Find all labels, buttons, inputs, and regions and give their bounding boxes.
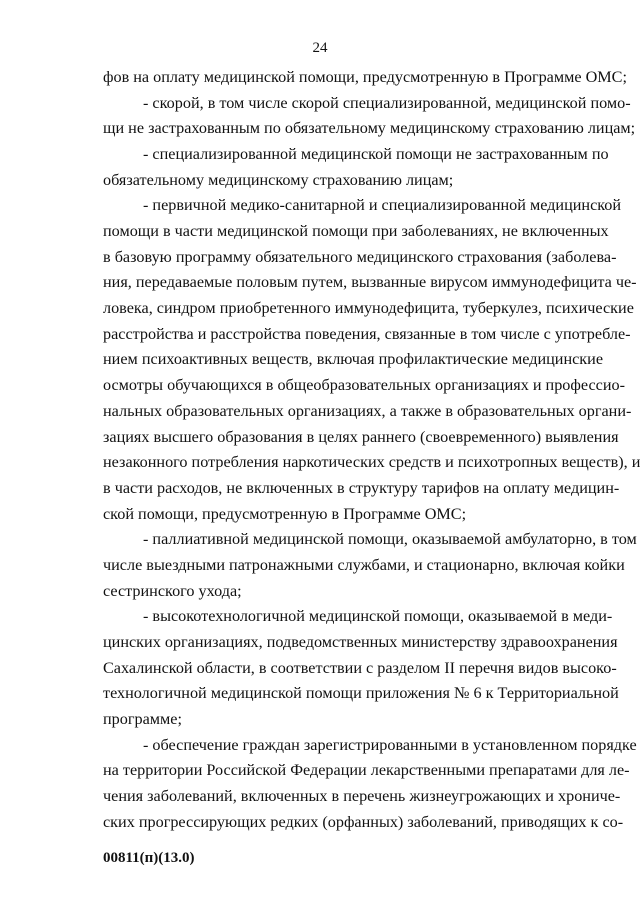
text-line: цинских организациях, подведомственных министерству здравоохранения xyxy=(103,632,618,651)
text-line: ских прогрессирующих редких (орфанных) заболеваний, приводящих к со- xyxy=(103,812,624,831)
text-line: сестринского ухода; xyxy=(103,581,242,600)
text-line: - высокотехнологичной медицинской помощи, оказываемой в меди- xyxy=(143,607,613,626)
document-footer-code: 00811(п)(13.0) xyxy=(103,850,195,866)
text-line: щи не застрахованным по обязательному медицинскому страхованию лицам; xyxy=(103,119,636,138)
text-line: чения заболеваний, включенных в перечень жизнеугрожающих и хрониче- xyxy=(103,787,621,806)
text-line: - скорой, в том числе скорой специализированной, медицинской помо- xyxy=(143,93,631,112)
text-line: - обеспечение граждан зарегистрированными в установленном порядке xyxy=(143,735,637,754)
text-line: зациях высшего образования в целях раннего (своевременного) выявления xyxy=(103,427,619,446)
text-line: нием психоактивных веществ, включая профилактические медицинские xyxy=(103,350,603,369)
text-line: ния, передаваемые половым путем, вызванные вирусом иммунодефицита че- xyxy=(103,273,637,292)
text-line: технологичной медицинской помощи приложения № 6 к Территориальной xyxy=(103,684,619,703)
text-line: Сахалинской области, в соответствии с разделом II перечня видов высоко- xyxy=(103,658,617,677)
text-line: в части расходов, не включенных в структуру тарифов на оплату медицин- xyxy=(103,478,620,497)
page-number: 24 xyxy=(312,40,328,56)
text-line: фов на оплату медицинской помощи, предусмотренную в Программе ОМС; xyxy=(103,68,627,86)
text-line: нальных образовательных организациях, а также в образовательных органи- xyxy=(103,401,632,420)
text-line: ловека, синдром приобретенного иммунодефицита, туберкулез, психические xyxy=(103,299,634,318)
text-line: расстройства и расстройства поведения, связанные в том числе с употребле- xyxy=(103,324,631,343)
text-line: помощи в части медицинской помощи при заболеваниях, не включенных xyxy=(103,222,609,241)
text-line: в базовую программу обязательного медицинского страхования (заболева- xyxy=(103,247,617,266)
text-line: - специализированной медицинской помощи не застрахованным по xyxy=(143,145,609,164)
text-line: осмотры обучающихся в общеобразовательных организациях и профессио- xyxy=(103,376,625,395)
text-line: незаконного потребления наркотических средств и психотропных веществ), и xyxy=(103,453,640,472)
text-line: - паллиативной медицинской помощи, оказываемой амбулаторно, в том xyxy=(143,530,637,549)
text-line: - первичной медико-санитарной и специализированной медицинской xyxy=(143,196,622,215)
text-line: обязательному медицинскому страхованию лицам; xyxy=(103,170,454,189)
text-line: ской помощи, предусмотренную в Программе ОМС; xyxy=(103,504,467,523)
text-line: на территории Российской Федерации лекарственными препаратами для ле- xyxy=(103,761,630,780)
text-line: числе выездными патронажными службами, и стационарно, включая койки xyxy=(103,555,625,574)
text-line: программе; xyxy=(103,710,182,728)
